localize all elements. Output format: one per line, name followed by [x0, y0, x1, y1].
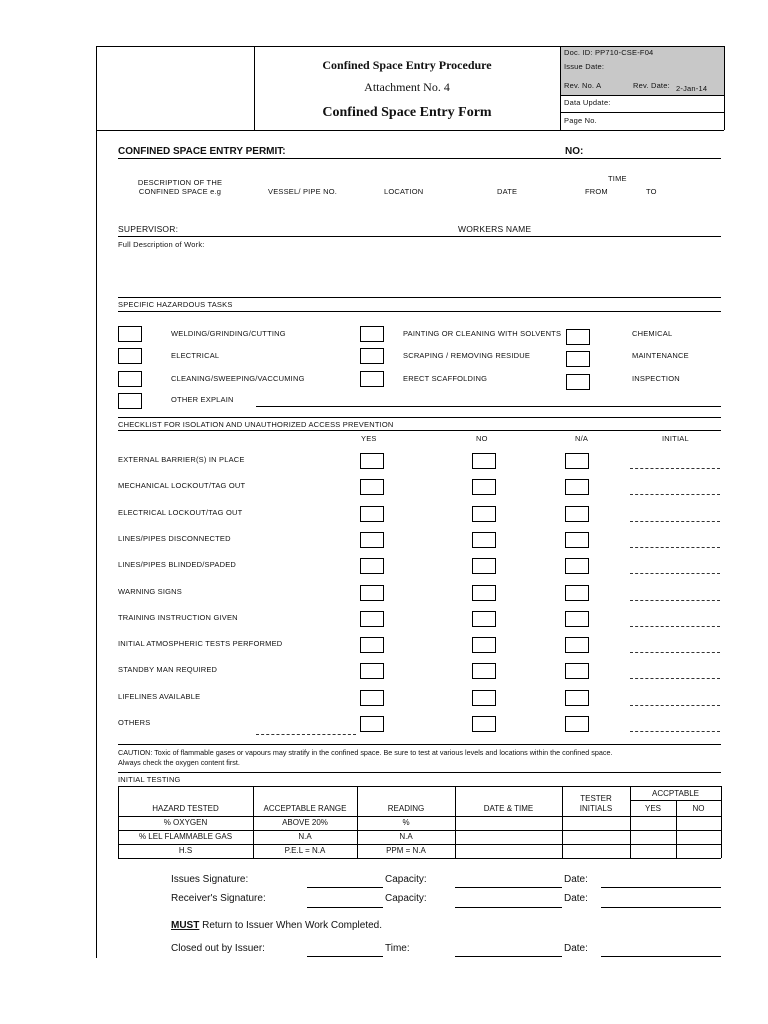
checklist-initial-line[interactable] — [630, 468, 720, 469]
procedure-title: Confined Space Entry Procedure — [322, 58, 492, 72]
date-label: Date: — [564, 874, 588, 885]
checklist-yes-checkbox[interactable] — [360, 585, 384, 601]
hazard-label: ERECT SCAFFOLDING — [403, 374, 488, 383]
capacity-line[interactable] — [455, 907, 562, 908]
date-label: DATE — [497, 187, 518, 196]
must-emphasis: MUST — [171, 920, 200, 931]
col-yes: YES — [361, 434, 377, 443]
header-acceptable-yes: YES — [644, 804, 661, 813]
page-no: Page No. — [564, 116, 597, 125]
date-label: Date: — [564, 893, 588, 904]
from-label: FROM — [585, 187, 608, 196]
checklist-initial-line[interactable] — [630, 494, 720, 495]
hazard-label: MAINTENANCE — [632, 351, 689, 360]
header-reading: READING — [387, 804, 425, 813]
test-row-reading: PPM = N.A — [386, 846, 426, 855]
checklist-yes-checkbox[interactable] — [360, 690, 384, 706]
checklist-initial-line[interactable] — [630, 731, 720, 732]
hazard-checkbox[interactable] — [118, 371, 142, 387]
checklist-initial-line[interactable] — [630, 652, 720, 653]
checklist-yes-checkbox[interactable] — [360, 532, 384, 548]
test-row-range: N.A — [298, 832, 312, 841]
checklist-item-label: LINES/PIPES DISCONNECTED — [118, 534, 231, 543]
issues-signature-label: Issues Signature: — [171, 874, 249, 885]
checklist-no-checkbox[interactable] — [472, 690, 496, 706]
hazard-label: CLEANING/SWEEPING/VACCUMING — [171, 374, 305, 383]
testing-title: INITIAL TESTING — [118, 775, 181, 784]
receiver-signature-line[interactable] — [307, 907, 383, 908]
permit-no-label: NO: — [565, 146, 584, 157]
others-specify-line[interactable] — [256, 734, 356, 735]
checklist-na-checkbox[interactable] — [565, 637, 589, 653]
checklist-item-label: ELECTRICAL LOCKOUT/TAG OUT — [118, 508, 243, 517]
desc-label-2: CONFINED SPACE e.g — [138, 187, 222, 196]
checklist-na-checkbox[interactable] — [565, 479, 589, 495]
hazard-label: ELECTRICAL — [171, 351, 220, 360]
closed-out-label: Closed out by Issuer: — [171, 943, 265, 954]
test-row-range: ABOVE 20% — [282, 818, 328, 827]
checklist-na-checkbox[interactable] — [565, 506, 589, 522]
hazard-checkbox[interactable] — [360, 326, 384, 342]
checklist-na-checkbox[interactable] — [565, 716, 589, 732]
caution-line-2: Always check the oxygen content first. — [118, 758, 240, 767]
checklist-initial-line[interactable] — [630, 521, 720, 522]
hazards-title: SPECIFIC HAZARDOUS TASKS — [118, 300, 233, 309]
workers-label: WORKERS NAME — [458, 224, 532, 234]
hazard-checkbox[interactable] — [118, 348, 142, 364]
checklist-na-checkbox[interactable] — [565, 663, 589, 679]
checklist-no-checkbox[interactable] — [472, 532, 496, 548]
hazard-checkbox[interactable] — [566, 329, 590, 345]
hazard-label: WELDING/GRINDING/CUTTING — [171, 329, 286, 338]
to-label: TO — [646, 187, 657, 196]
checklist-yes-checkbox[interactable] — [360, 663, 384, 679]
capacity-line[interactable] — [455, 887, 562, 888]
checklist-yes-checkbox[interactable] — [360, 611, 384, 627]
checklist-no-checkbox[interactable] — [472, 558, 496, 574]
checklist-yes-checkbox[interactable] — [360, 479, 384, 495]
desc-label-1: DESCRIPTION OF THE — [137, 178, 223, 187]
capacity-label: Capacity: — [385, 874, 427, 885]
supervisor-label: SUPERVISOR: — [118, 224, 179, 234]
doc-id: Doc. ID: PP710-CSE-F04 — [564, 48, 654, 57]
checklist-item-label: LINES/PIPES BLINDED/SPADED — [118, 560, 237, 569]
hazard-checkbox[interactable] — [566, 351, 590, 367]
checklist-no-checkbox[interactable] — [472, 716, 496, 732]
hazard-checkbox[interactable] — [118, 393, 142, 409]
time-label: TIME — [608, 174, 627, 183]
checklist-title: CHECKLIST FOR ISOLATION AND UNAUTHORIZED ACCESS PREVENTION — [118, 420, 394, 429]
checklist-na-checkbox[interactable] — [565, 453, 589, 469]
rev-date-label: Rev. Date: — [633, 81, 670, 90]
checklist-initial-line[interactable] — [630, 600, 720, 601]
header-hazard-tested: HAZARD TESTED — [152, 804, 219, 813]
full-description-label: Full Description of Work: — [118, 240, 205, 249]
checklist-no-checkbox[interactable] — [472, 637, 496, 653]
col-na: N/A — [575, 434, 589, 443]
checklist-initial-line[interactable] — [630, 626, 720, 627]
hazard-label: OTHER EXPLAIN — [171, 395, 234, 404]
location-label: LOCATION — [384, 187, 424, 196]
checklist-no-checkbox[interactable] — [472, 453, 496, 469]
caution-line-1: CAUTION: Toxic of flammable gases or vapours may stratify in the confined space. Be sure to test at various levels and locations within the confined space. — [118, 748, 613, 757]
hazard-checkbox[interactable] — [360, 348, 384, 364]
checklist-yes-checkbox[interactable] — [360, 453, 384, 469]
checklist-na-checkbox[interactable] — [565, 558, 589, 574]
checklist-item-label: EXTERNAL BARRIER(S) IN PLACE — [118, 455, 245, 464]
date-line[interactable] — [601, 887, 721, 888]
hazard-checkbox[interactable] — [118, 326, 142, 342]
checklist-na-checkbox[interactable] — [565, 585, 589, 601]
rev-no: Rev. No. A — [564, 81, 602, 90]
checklist-item-label: MECHANICAL LOCKOUT/TAG OUT — [118, 481, 246, 490]
checklist-yes-checkbox[interactable] — [360, 506, 384, 522]
checklist-na-checkbox[interactable] — [565, 690, 589, 706]
time-label: Time: — [385, 943, 410, 954]
permit-title: CONFINED SPACE ENTRY PERMIT: — [118, 146, 286, 157]
col-initial: INITIAL — [662, 434, 689, 443]
vessel-label: VESSEL/ PIPE NO. — [268, 187, 338, 196]
data-update: Data Update: — [564, 98, 611, 107]
form-title: Confined Space Entry Form — [322, 105, 492, 120]
checklist-initial-line[interactable] — [630, 573, 720, 574]
header-acceptable-no: NO — [692, 804, 705, 813]
attachment-number: Attachment No. 4 — [364, 80, 450, 94]
hazard-checkbox[interactable] — [360, 371, 384, 387]
hazard-label: CHEMICAL — [632, 329, 673, 338]
test-row-hazard: H.S — [178, 846, 193, 855]
hazard-checkbox[interactable] — [566, 374, 590, 390]
issue-date: Issue Date: — [564, 62, 605, 71]
must-return-text: Return to Issuer When Work Completed. — [199, 920, 383, 931]
other-explain-line[interactable] — [256, 406, 721, 407]
header-acceptable-range: ACCEPTABLE RANGE — [263, 804, 347, 813]
receiver-signature-label: Receiver's Signature: — [171, 893, 266, 904]
test-row-range: P.E.L = N.A — [284, 846, 326, 855]
checklist-item-label: TRAINING INSTRUCTION GIVEN — [118, 613, 238, 622]
checklist-item-label: INITIAL ATMOSPHERIC TESTS PERFORMED — [118, 639, 283, 648]
checklist-item-label: STANDBY MAN REQUIRED — [118, 665, 218, 674]
must-return-note — [171, 920, 382, 931]
col-no: NO — [476, 434, 488, 443]
checklist-item-label: LIFELINES AVAILABLE — [118, 692, 201, 701]
checklist-initial-line[interactable] — [630, 547, 720, 548]
test-row-reading: N.A — [399, 832, 413, 841]
checklist-no-checkbox[interactable] — [472, 479, 496, 495]
date-line[interactable] — [601, 956, 721, 957]
hazard-label: SCRAPING / REMOVING RESIDUE — [403, 351, 531, 360]
header-initials: INITIALS — [579, 804, 613, 813]
checklist-yes-checkbox[interactable] — [360, 716, 384, 732]
test-row-hazard: % LEL FLAMMABLE GAS — [138, 832, 233, 841]
issues-signature-line[interactable] — [307, 887, 383, 888]
checklist-item-label: OTHERS — [118, 718, 151, 727]
checklist-yes-checkbox[interactable] — [360, 637, 384, 653]
date-label: Date: — [564, 943, 588, 954]
checklist-initial-line[interactable] — [630, 705, 720, 706]
test-row-reading: % — [402, 818, 410, 827]
capacity-label: Capacity: — [385, 893, 427, 904]
checklist-no-checkbox[interactable] — [472, 506, 496, 522]
checklist-no-checkbox[interactable] — [472, 611, 496, 627]
checklist-no-checkbox[interactable] — [472, 663, 496, 679]
test-row-hazard: % OXYGEN — [163, 818, 208, 827]
rev-date: 2-Jan-14 — [676, 84, 708, 93]
hazard-label: INSPECTION — [632, 374, 680, 383]
checklist-no-checkbox[interactable] — [472, 585, 496, 601]
hazard-label: PAINTING OR CLEANING WITH SOLVENTS — [403, 329, 562, 338]
checklist-na-checkbox[interactable] — [565, 611, 589, 627]
closed-out-line[interactable] — [307, 956, 383, 957]
checklist-yes-checkbox[interactable] — [360, 558, 384, 574]
header-acceptable: ACCPTABLE — [652, 789, 699, 798]
header-date-time: DATE & TIME — [483, 804, 534, 813]
checklist-item-label: WARNING SIGNS — [118, 587, 182, 596]
date-line[interactable] — [601, 907, 721, 908]
header-tester: TESTER — [580, 794, 612, 803]
time-line[interactable] — [455, 956, 562, 957]
checklist-na-checkbox[interactable] — [565, 532, 589, 548]
checklist-initial-line[interactable] — [630, 678, 720, 679]
